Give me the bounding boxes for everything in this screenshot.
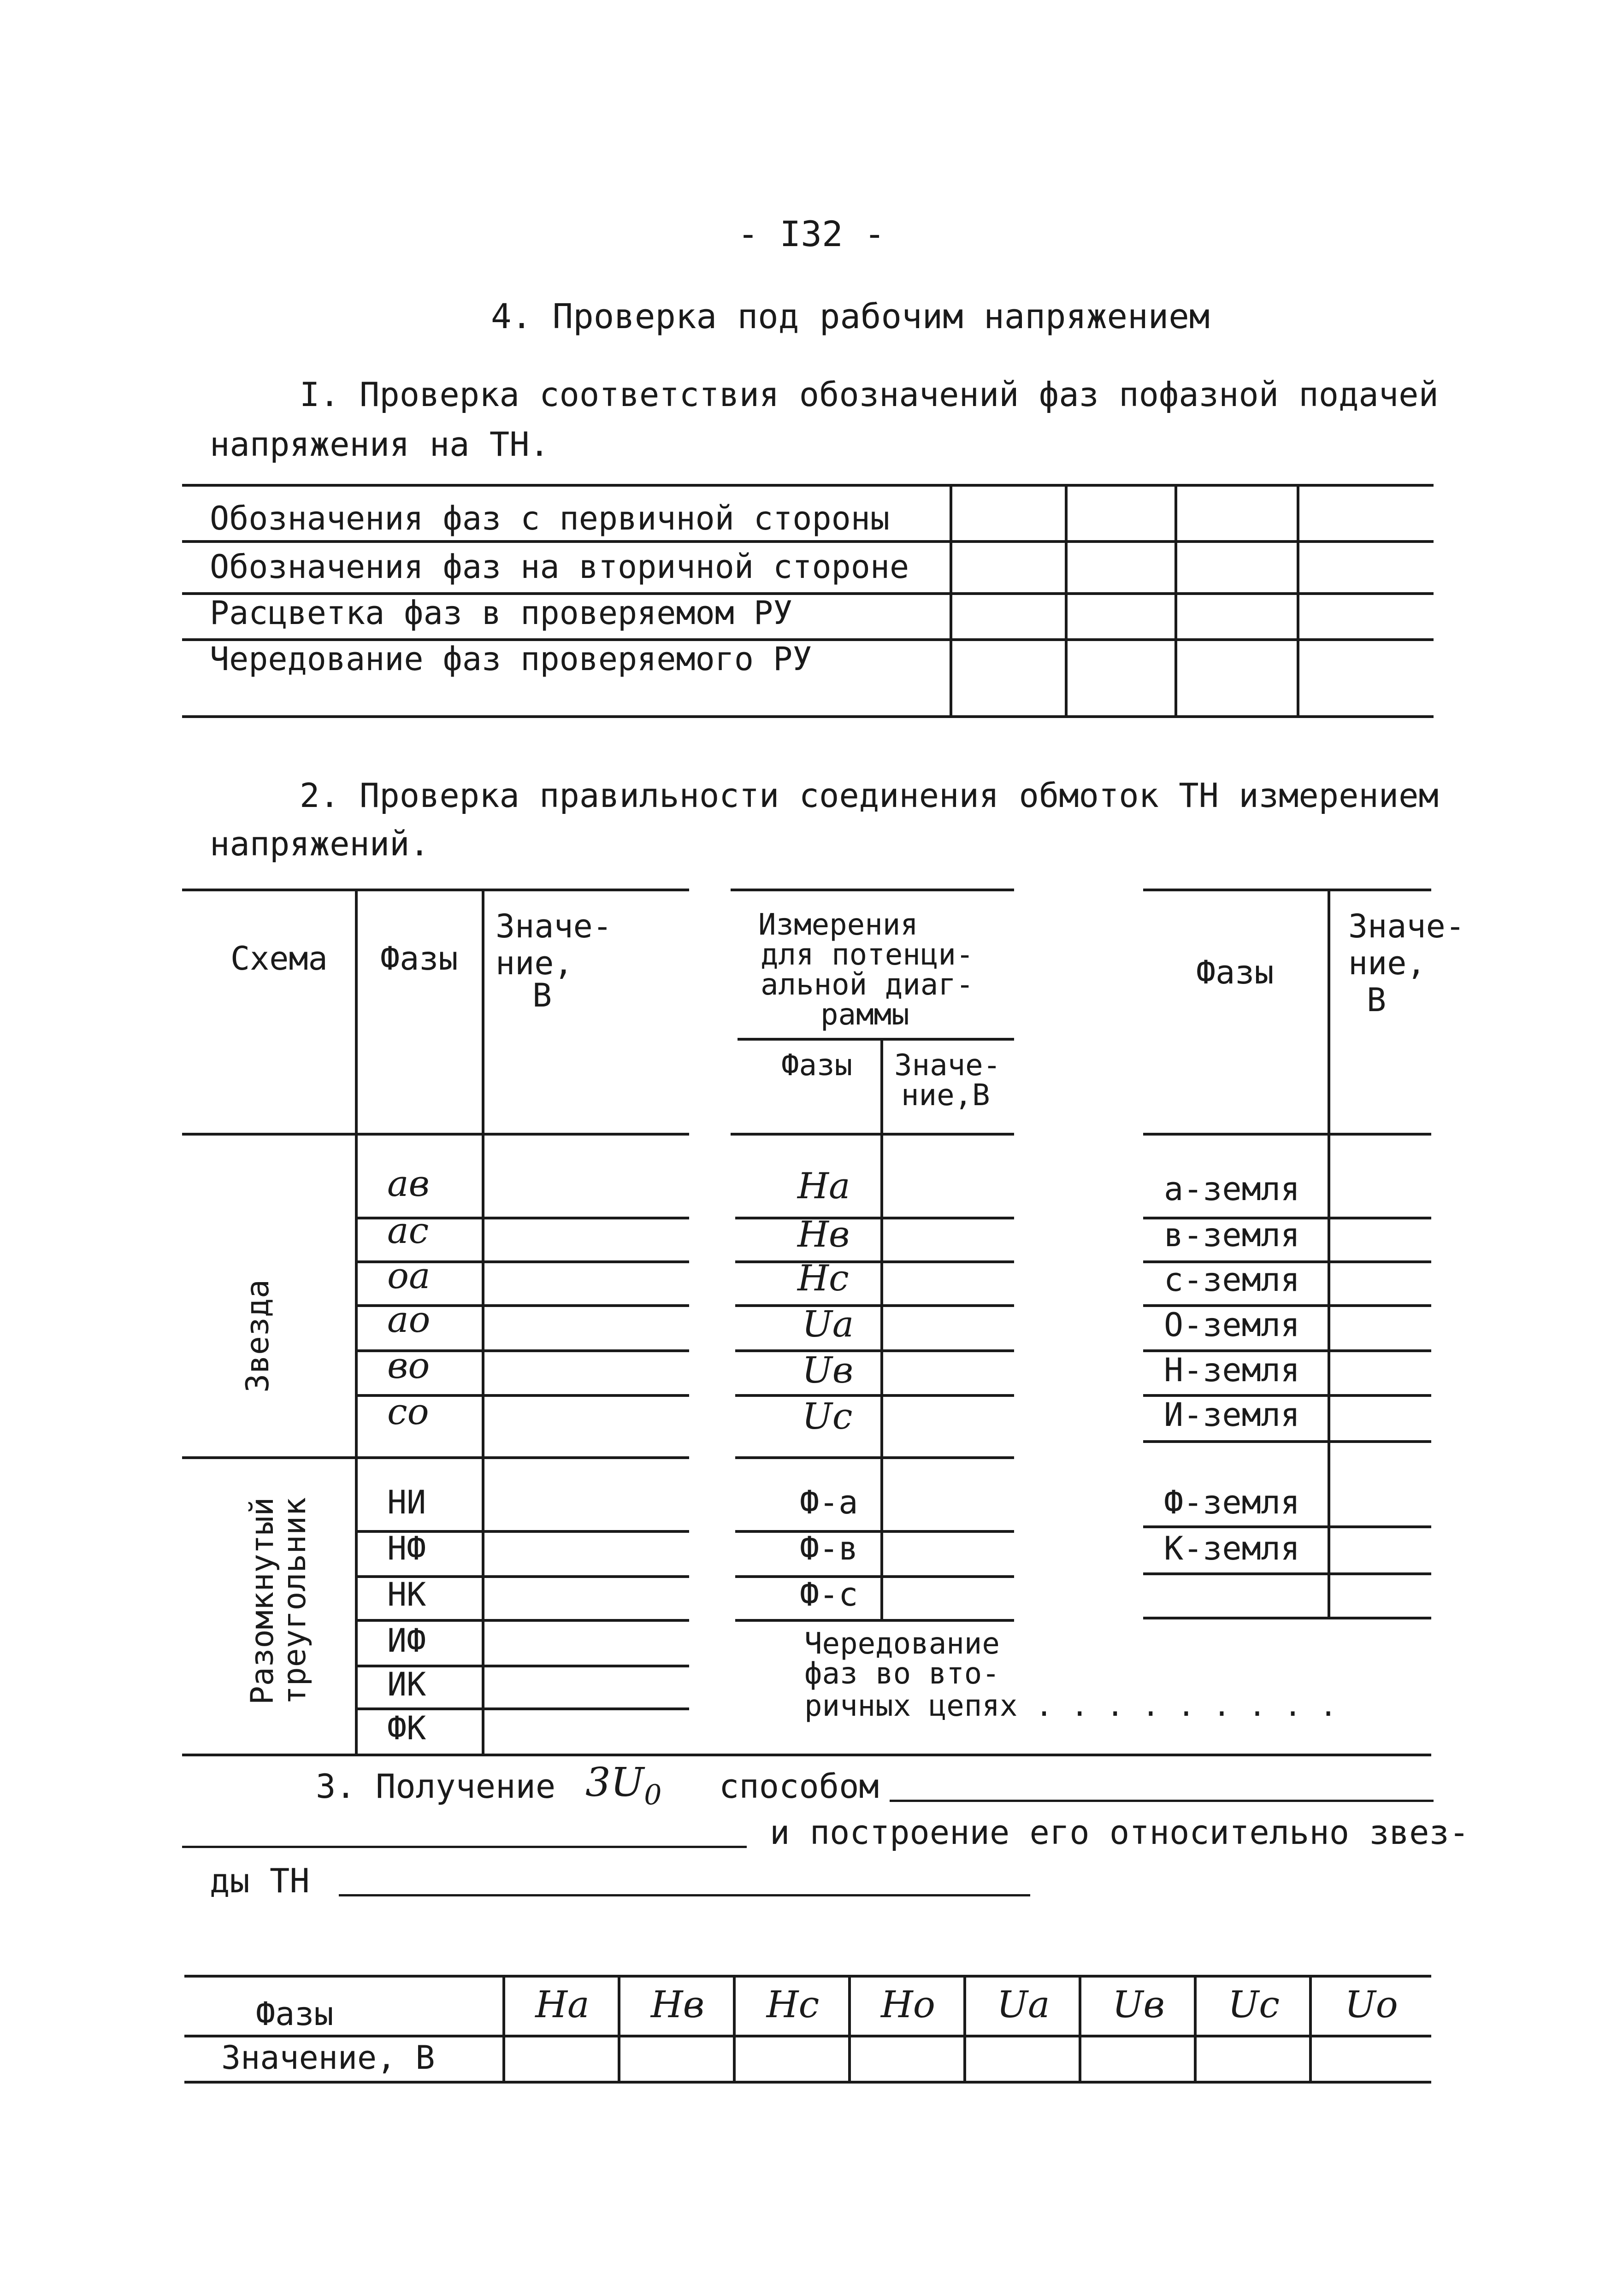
- item3-symbol: [585, 1760, 662, 1812]
- t4-col-header: Нc: [766, 1983, 820, 2026]
- t3-row: И-земля: [1164, 1396, 1300, 1434]
- t1-header-phases: Фазы: [380, 940, 458, 977]
- t1-header-value-1: Значе-: [496, 907, 612, 945]
- t3-row: Ф-земля: [1164, 1484, 1300, 1521]
- t4-col-header: Нa: [535, 1983, 590, 2026]
- item1-line2: напряжения на ТН.: [210, 425, 549, 464]
- t2-header-phases: Фазы: [781, 1048, 853, 1083]
- t2-row: Ф-с: [800, 1576, 858, 1613]
- t3-row: а-земля: [1164, 1170, 1300, 1208]
- t2-rotation-3: ричных цепях . . . . . . . . .: [804, 1689, 1337, 1723]
- t2-row: Uc: [802, 1396, 853, 1437]
- t2-header-top-1: Измерения: [758, 908, 918, 942]
- t4-col-header: Uo: [1345, 1983, 1398, 2026]
- item3-symbol-main: 3U: [585, 1760, 644, 1806]
- item3-prefix: 3. Получение: [316, 1767, 556, 1806]
- item3-symbol-sub: 0: [644, 1779, 662, 1812]
- t4-col-header: Нв: [650, 1983, 705, 2026]
- row-phase-coloring: Расцветка фаз в проверяемом РУ: [210, 594, 793, 632]
- t4-row2-label: Значение, В: [221, 2039, 435, 2077]
- t1-open-row: НИ: [387, 1484, 426, 1521]
- item2-line2: напряжений.: [210, 824, 430, 863]
- t2-header-value-1: Значе-: [894, 1048, 1001, 1083]
- t2-header-top-2: для потенци-: [761, 938, 974, 972]
- t3-row: с-земля: [1164, 1261, 1300, 1299]
- t2-row: Нa: [797, 1166, 850, 1207]
- t3-header-value-1: Значе-: [1348, 907, 1465, 945]
- t2-row: Ф-в: [800, 1530, 858, 1567]
- item3-blank-2[interactable]: [182, 1846, 747, 1848]
- group-open-triangle-label-2: треугольник: [277, 1497, 313, 1705]
- t1-star-row: ac: [387, 1210, 429, 1252]
- group-open-triangle-label-1: Разомкнутый: [244, 1497, 281, 1705]
- t2-header-top-3: альной диаг-: [761, 968, 974, 1002]
- item3-line2: и построение его относительно звез-: [770, 1813, 1469, 1852]
- t2-row: Uв: [802, 1350, 854, 1391]
- t1-open-row: ИФ: [387, 1622, 426, 1660]
- t3-header-value-3: В: [1367, 981, 1387, 1019]
- t3-row: О-земля: [1164, 1306, 1300, 1344]
- row-phase-rotation: Чередование фаз проверяемого РУ: [210, 640, 812, 678]
- t1-open-row: НФ: [387, 1530, 426, 1567]
- group-star-label: Звезда: [240, 1279, 276, 1393]
- t4-col-header: Нo: [881, 1983, 935, 2026]
- t2-header-value-2: ние,В: [901, 1078, 990, 1113]
- t4-col-header: Uв: [1112, 1983, 1165, 2026]
- t1-header-value-3: В: [532, 977, 552, 1014]
- t4-col-header: Ua: [997, 1983, 1050, 2026]
- t3-row: Н-земля: [1164, 1351, 1300, 1389]
- item1-line1: I. Проверка соответствия обозначений фаз пофазной подачей: [300, 375, 1439, 414]
- t4-col-header: Uc: [1228, 1983, 1280, 2026]
- t1-star-row: ao: [387, 1299, 431, 1341]
- t1-star-row: вo: [387, 1345, 430, 1387]
- item3-mid: способом: [719, 1767, 879, 1806]
- t3-row: в-земля: [1164, 1216, 1300, 1254]
- t1-star-row: co: [387, 1391, 429, 1433]
- t2-rotation-1: Чередование: [804, 1627, 1000, 1661]
- row-secondary-designation: Обозначения фаз на вторичной стороне: [210, 548, 909, 586]
- row-primary-designation: Обозначения фаз с первичной стороны: [210, 500, 890, 537]
- t1-header-scheme: Схема: [230, 940, 328, 977]
- t3-row: К-земля: [1164, 1530, 1300, 1567]
- t2-row: Ф-а: [800, 1484, 858, 1521]
- t2-row: Нв: [797, 1214, 850, 1255]
- t1-star-row: aв: [387, 1163, 430, 1205]
- t3-header-value-2: ние,: [1348, 944, 1426, 982]
- t3-header-phases: Фазы: [1196, 954, 1274, 991]
- page-number: - I32 -: [738, 213, 885, 254]
- item2-line1: 2. Проверка правильности соединения обмоток ТН измерением: [300, 776, 1439, 815]
- t4-row1-label: Фазы: [256, 1995, 334, 2033]
- section-title: 4. Проверка под рабочим напряжением: [491, 297, 1210, 336]
- t2-row: Ua: [802, 1304, 854, 1345]
- t2-header-top-4: раммы: [820, 998, 909, 1032]
- t1-open-row: НК: [387, 1576, 426, 1613]
- t1-open-row: ФК: [387, 1709, 426, 1747]
- t2-row: Нc: [797, 1258, 849, 1299]
- t1-header-value-2: ние,: [496, 944, 573, 982]
- t2-rotation-2: фаз во вто-: [804, 1657, 1000, 1691]
- item3-blank-1[interactable]: [890, 1800, 1434, 1802]
- t1-open-row: ИК: [387, 1666, 426, 1703]
- item3-blank-3[interactable]: [339, 1894, 1030, 1896]
- item3-line3: ды ТН: [210, 1861, 310, 1900]
- t1-star-row: oa: [387, 1255, 431, 1297]
